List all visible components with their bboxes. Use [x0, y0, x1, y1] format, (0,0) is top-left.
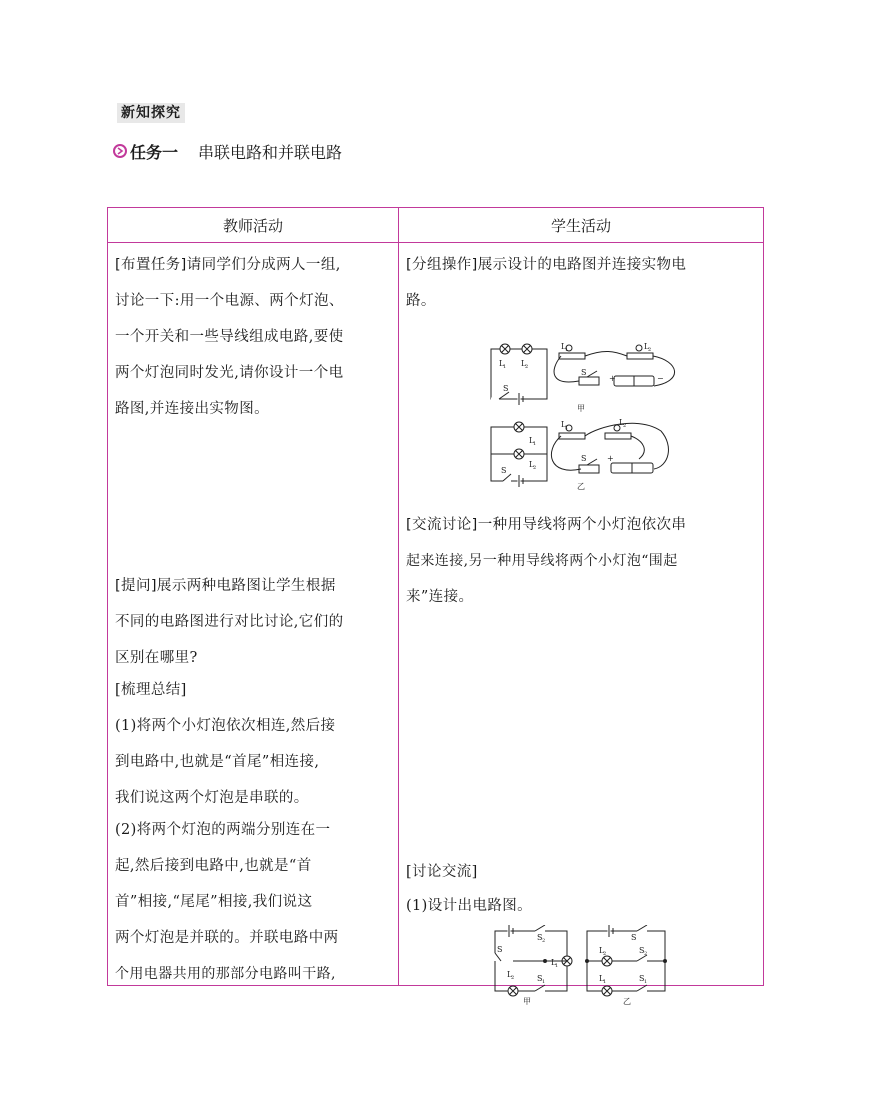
svg-text:+: + [607, 454, 614, 463]
student-group-line: 路。 [406, 293, 436, 309]
teacher-summary-line: (1)将两个小灯泡依次相连,然后接 [115, 718, 336, 734]
student-talk-tag: [讨论交流] [406, 864, 478, 880]
svg-text:1: 1 [542, 979, 546, 985]
svg-text:2: 2 [648, 347, 652, 353]
svg-text:1: 1 [533, 441, 537, 447]
svg-text:−: − [657, 374, 664, 383]
header-student: 学生活动 [399, 208, 764, 243]
svg-text:1: 1 [644, 979, 648, 985]
teacher-assign-line: 一个开关和一些导线组成电路,要使 [115, 329, 344, 345]
svg-text:L: L [599, 946, 605, 955]
svg-text:S: S [537, 933, 543, 942]
svg-text:L: L [529, 436, 535, 445]
svg-text:S: S [497, 945, 503, 954]
svg-text:S: S [537, 974, 543, 983]
activity-table [107, 207, 764, 1005]
svg-text:1: 1 [565, 425, 569, 431]
svg-text:2: 2 [644, 951, 648, 957]
task-title: 任务一 [130, 142, 179, 162]
teacher-summary-line: 个用电器共用的那部分电路叫干路, [115, 966, 336, 982]
svg-text:L: L [521, 359, 527, 368]
teacher-summary-line: 起,然后接到电路中,也就是“首 [115, 858, 312, 874]
svg-text:L: L [507, 970, 513, 979]
circuit-figure-series-parallel [489, 341, 699, 491]
svg-text:2: 2 [623, 423, 627, 429]
teacher-summary-tag: [梳理总结] [115, 682, 187, 698]
teacher-cell [108, 243, 399, 986]
teacher-summary-line: 到电路中,也就是“首尾”相连接, [115, 754, 320, 770]
svg-text:S: S [639, 974, 645, 983]
svg-text:+: + [609, 374, 616, 383]
circuit-figure-design [491, 925, 671, 1005]
svg-text:1: 1 [565, 347, 569, 353]
teacher-summary-line: 首”相接,“尾尾”相接,我们说这 [115, 894, 313, 910]
svg-text:L: L [551, 958, 557, 967]
svg-text:2: 2 [542, 938, 546, 944]
teacher-assign-line: 路图,并连接出实物图。 [115, 401, 270, 417]
svg-text:乙: 乙 [577, 482, 585, 491]
student-cell [399, 243, 764, 1005]
teacher-ask: [提问]展示两种电路图让学生根据 [115, 578, 336, 594]
svg-text:L: L [499, 359, 505, 368]
student-discuss-line: 来”连接。 [406, 589, 474, 605]
student-discuss: [交流讨论]一种用导线将两个小灯泡依次串 [406, 517, 687, 533]
svg-text:S: S [503, 384, 509, 393]
svg-text:1: 1 [603, 979, 607, 985]
svg-text:1: 1 [555, 963, 559, 969]
svg-text:2: 2 [511, 975, 515, 981]
section-tag: 新知探究 [117, 103, 185, 123]
svg-text:S: S [501, 466, 507, 475]
task-heading [113, 139, 342, 163]
svg-text:1: 1 [503, 364, 507, 370]
teacher-assign-line: 讨论一下:用一个电源、两个灯泡、 [115, 293, 344, 309]
svg-text:2: 2 [525, 364, 529, 370]
svg-text:L: L [561, 420, 567, 429]
teacher-summary-line: 我们说这两个灯泡是串联的。 [115, 790, 309, 806]
svg-text:乙: 乙 [623, 997, 631, 1005]
svg-text:2: 2 [533, 465, 537, 471]
task-subtitle: 串联电路和并联电路 [198, 142, 343, 162]
teacher-assign: [布置任务]请同学们分成两人一组, [115, 257, 341, 273]
svg-text:2: 2 [603, 951, 607, 957]
chevron-right-icon [113, 144, 127, 158]
svg-text:S: S [631, 933, 637, 942]
svg-text:L: L [619, 418, 625, 427]
student-talk-line: (1)设计出电路图。 [406, 898, 533, 914]
teacher-ask-line: 区别在哪里? [115, 650, 198, 666]
svg-text:甲: 甲 [577, 404, 585, 413]
svg-text:甲: 甲 [523, 997, 531, 1005]
svg-text:S: S [581, 454, 587, 463]
teacher-summary-line: (2)将两个灯泡的两端分别连在一 [115, 822, 331, 838]
student-group: [分组操作]展示设计的电路图并连接实物电 [406, 257, 687, 273]
teacher-summary-line: 两个灯泡是并联的。并联电路中两 [115, 930, 339, 946]
svg-text:L: L [599, 974, 605, 983]
teacher-assign-line: 两个灯泡同时发光,请你设计一个电 [115, 365, 344, 381]
student-discuss-line: 起来连接,另一种用导线将两个小灯泡“围起 [406, 553, 678, 569]
svg-text:L: L [561, 342, 567, 351]
teacher-ask-line: 不同的电路图进行对比讨论,它们的 [115, 614, 344, 630]
svg-text:S: S [639, 946, 645, 955]
svg-text:L: L [644, 342, 650, 351]
svg-text:L: L [529, 460, 535, 469]
svg-text:S: S [581, 368, 587, 377]
header-teacher: 教师活动 [108, 208, 399, 243]
